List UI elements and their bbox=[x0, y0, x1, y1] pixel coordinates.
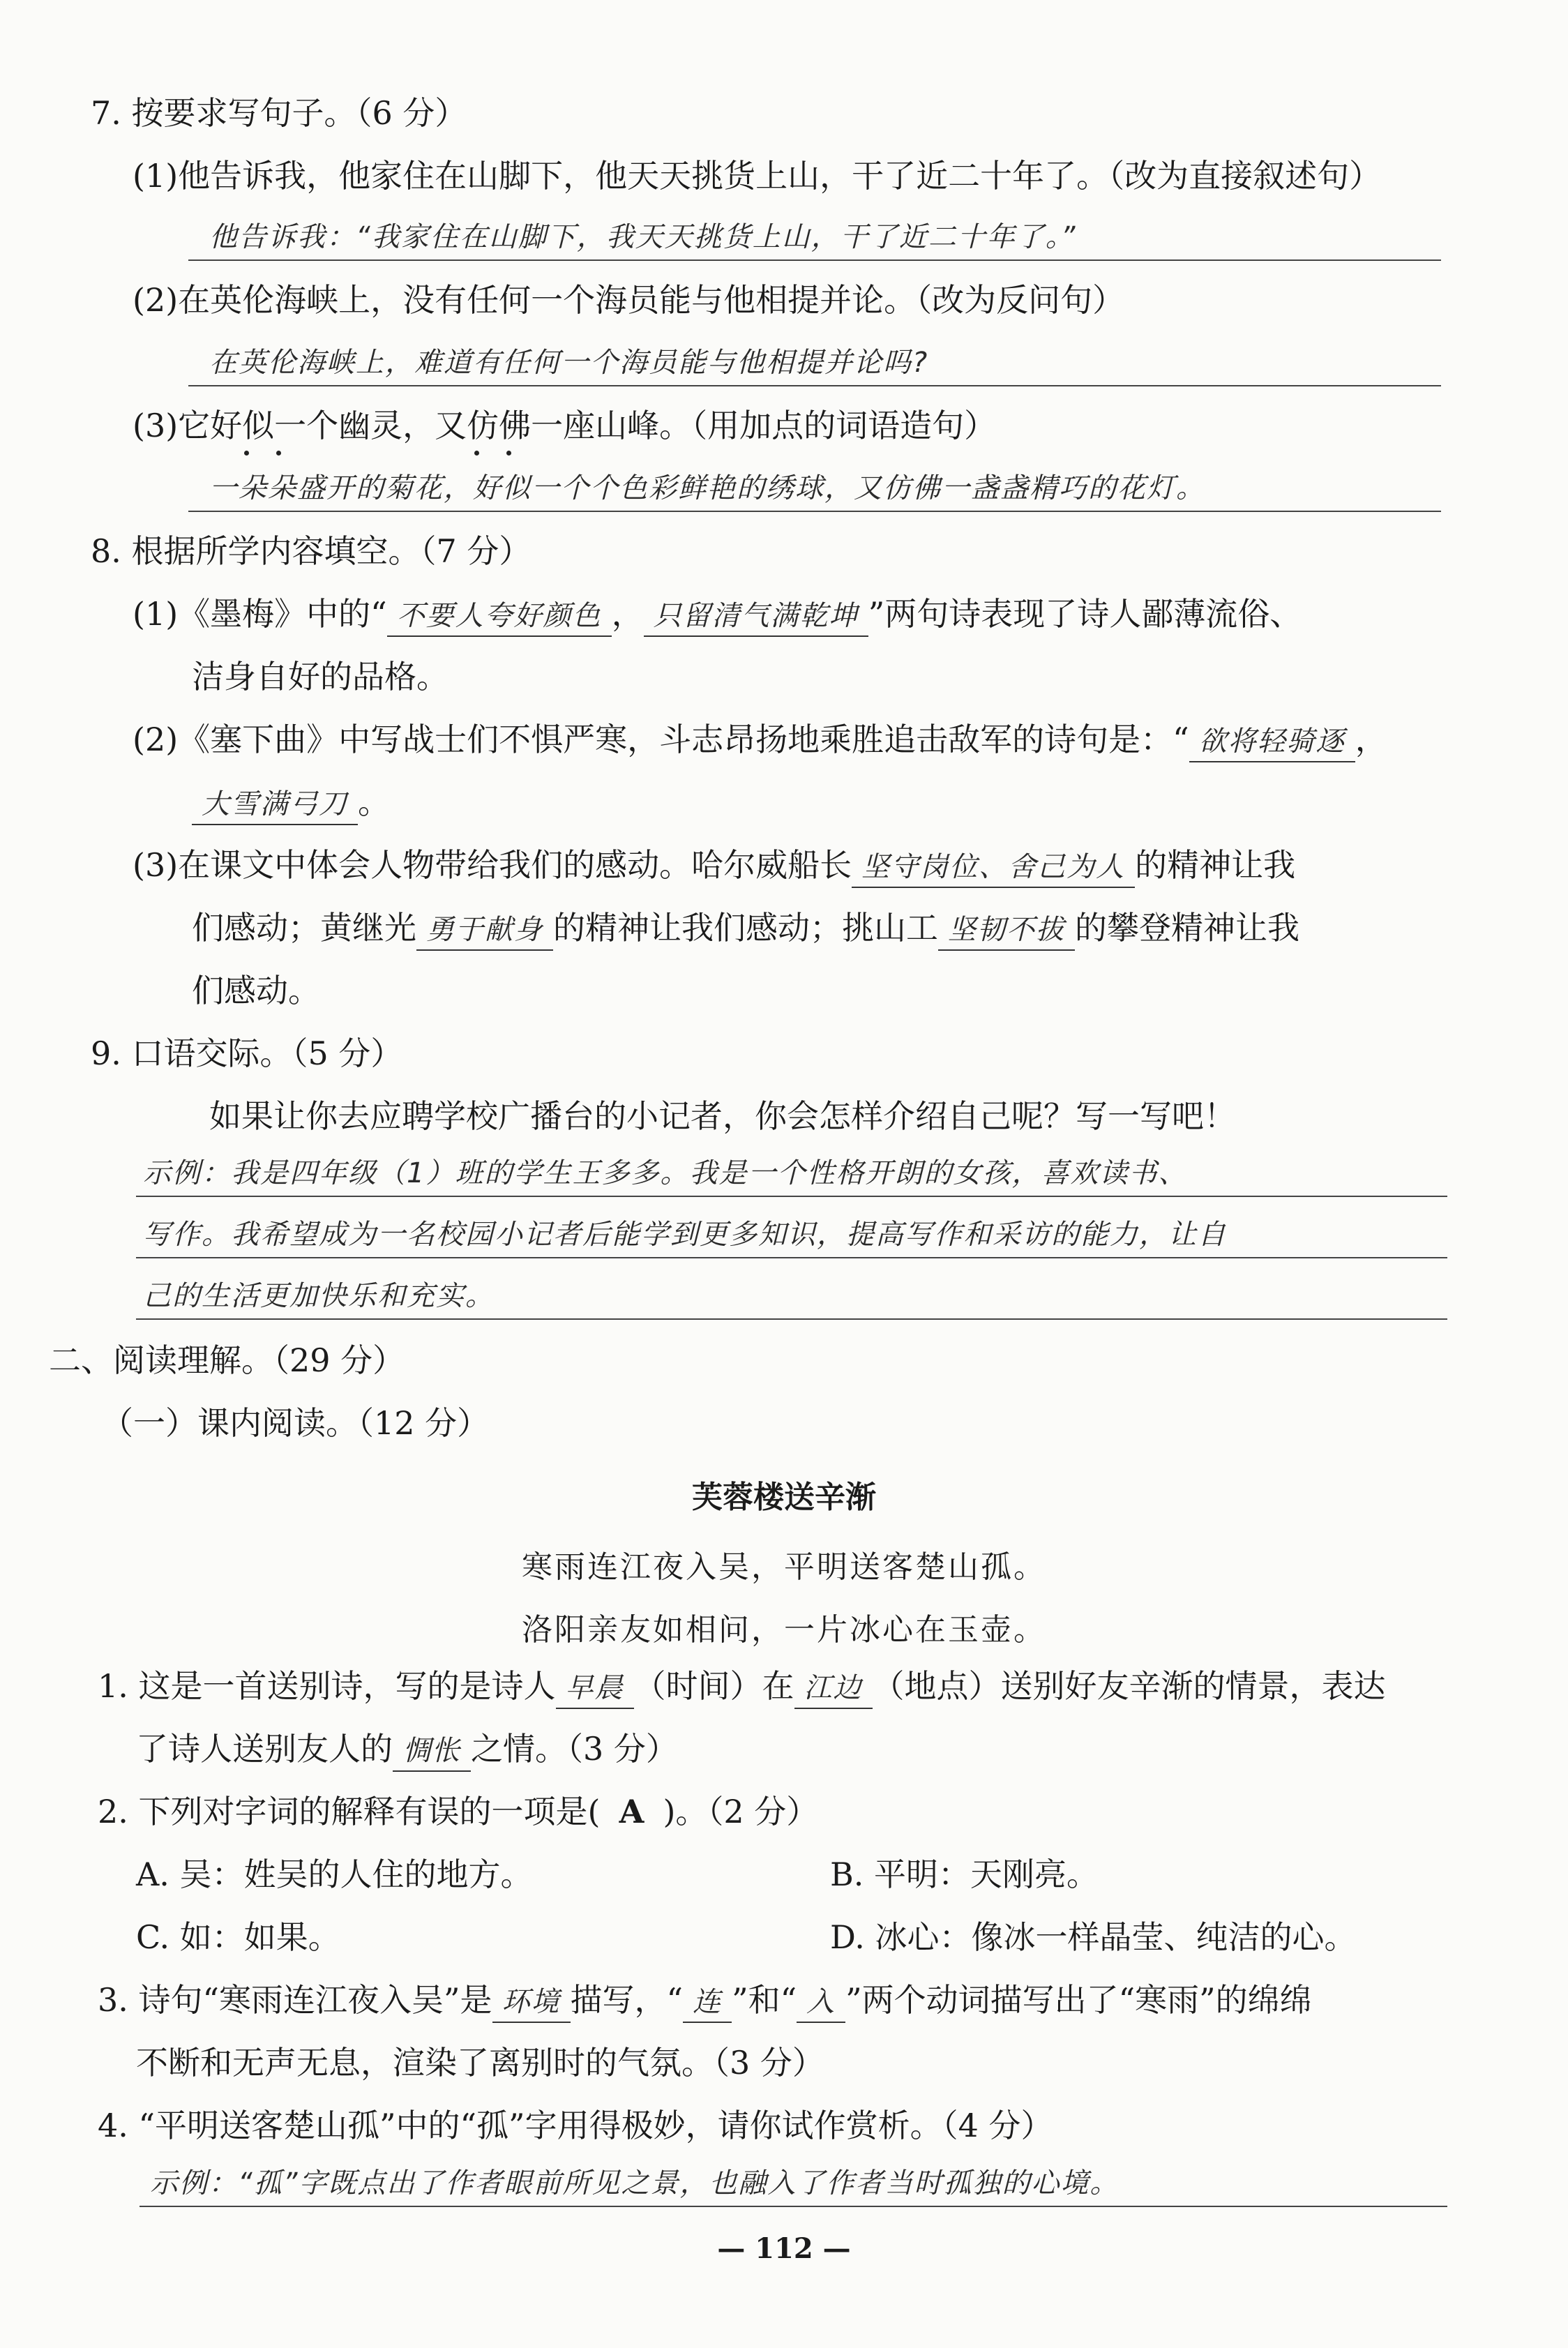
fill-blank: 环境 bbox=[492, 1980, 571, 2023]
q9-answer-line1: 示例：我是四年级（1）班的学生王多多。我是一个性格开朗的女孩，喜欢读书、 bbox=[143, 1157, 1188, 1189]
q8-s1-cont: 洁身自好的品格。 bbox=[192, 658, 448, 695]
r1: 1. 这是一首送别诗，写的是诗人 早晨 （时间）在 江边 （地点）送别好友辛渐的情景，表达 bbox=[98, 1664, 1386, 1709]
r2-option-d: D. 冰心：像冰一样晶莹、纯洁的心。 bbox=[830, 1918, 1357, 1956]
q8-s3-end: 们感动。 bbox=[192, 972, 320, 1009]
answer-line bbox=[140, 2206, 1447, 2207]
fill-blank: 连 bbox=[683, 1980, 732, 2023]
q9-prompt: 如果让你去应聘学校广播台的小记者，你会怎样介绍自己呢？写一写吧！ bbox=[209, 1097, 1236, 1135]
r4-title: 4. “平明送客楚山孤”中的“孤”字用得极妙，请你试作赏析。（4 分） bbox=[98, 2107, 1053, 2144]
fill-blank: 坚守岗位、舍己为人 bbox=[852, 845, 1135, 888]
q9-answer-line2: 写作。我希望成为一名校园小记者后能学到更多知识，提高写作和采访的能力，让自 bbox=[143, 1219, 1227, 1251]
fill-blank: 坚韧不拔 bbox=[938, 908, 1075, 951]
q7-s3-prompt: (3)它好似一个幽灵，又仿佛一座山峰。（用加点的词语造句） bbox=[133, 407, 997, 444]
q7-s1-answer: 他告诉我：“我家住在山脚下，我天天挑货上山，干了近二十年了。” bbox=[209, 221, 1077, 253]
q8-s2: (2)《塞下曲》中写战士们不惧严寒，斗志昂扬地乘胜追击敌军的诗句是：“ 欲将轻骑逐 ， bbox=[133, 717, 1387, 762]
answer-choice: A bbox=[619, 1793, 644, 1830]
section2-sub1: （一）课内阅读。（12 分） bbox=[101, 1404, 490, 1442]
section2-title: 二、阅读理解。（29 分） bbox=[49, 1341, 405, 1379]
fill-blank: 不要人夸好颜色 bbox=[387, 594, 612, 637]
dotted-word: 仿佛 bbox=[467, 407, 532, 444]
q8-s3-cont: 们感动；黄继光 勇于献身 的精神让我们感动；挑山工 坚韧不拔 的攀登精神让我 bbox=[192, 905, 1299, 951]
fill-blank: 勇于献身 bbox=[416, 908, 553, 951]
r4-answer: 示例：“孤”字既点出了作者眼前所见之景，也融入了作者当时孤独的心境。 bbox=[150, 2167, 1120, 2199]
answer-line bbox=[188, 259, 1441, 261]
q8-s1: (1)《墨梅》中的“ 不要人夸好颜色 ， 只留清气满乾坤 ”两句诗表现了诗人鄙薄流俗、 bbox=[133, 592, 1302, 637]
q8-title: 8. 根据所学内容填空。（7 分） bbox=[91, 532, 532, 570]
fill-blank: 惆怅 bbox=[393, 1729, 471, 1772]
r2-option-c: C. 如：如果。 bbox=[136, 1918, 340, 1956]
fill-blank: 早晨 bbox=[556, 1666, 634, 1709]
r1-cont: 了诗人送别友人的 惆怅 之情。（3 分） bbox=[136, 1726, 678, 1772]
r2: 2. 下列对字词的解释有误的一项是( A )。（2 分） bbox=[98, 1789, 818, 1834]
poem-title: 芙蓉楼送辛渐 bbox=[692, 1480, 876, 1515]
poem-line2: 洛阳亲友如相问，一片冰心在玉壶。 bbox=[522, 1612, 1046, 1648]
q7-title: 7. 按要求写句子。（6 分） bbox=[91, 94, 467, 132]
fill-blank: 江边 bbox=[794, 1666, 873, 1709]
q7-s1-prompt: (1)他告诉我，他家住在山脚下，他天天挑货上山，干了近二十年了。（改为直接叙述句） bbox=[133, 157, 1382, 195]
answer-line bbox=[188, 511, 1441, 512]
dotted-word: 好似 bbox=[210, 407, 275, 444]
r2-option-b: B. 平明：天刚亮。 bbox=[830, 1856, 1099, 1893]
q9-answer-line3: 己的生活更加快乐和充实。 bbox=[143, 1280, 495, 1312]
r3-cont: 不断和无声无息，渲染了离别时的气氛。（3 分） bbox=[136, 2044, 824, 2082]
q8-s2-cont: 大雪满弓刀 。 bbox=[192, 780, 390, 825]
fill-blank: 入 bbox=[797, 1980, 845, 2023]
answer-line bbox=[136, 1318, 1447, 1320]
fill-blank: 只留清气满乾坤 bbox=[644, 594, 868, 637]
answer-line bbox=[136, 1257, 1447, 1258]
r3: 3. 诗句“寒雨连江夜入吴”是 环境 描写，“ 连 ”和“ 入 ”两个动词描写出了“寒雨”的绵绵 bbox=[98, 1978, 1312, 2023]
fill-blank: 大雪满弓刀 bbox=[192, 783, 358, 825]
q8-s3: (3)在课文中体会人物带给我们的感动。哈尔威船长 坚守岗位、舍己为人 的精神让我 bbox=[133, 843, 1295, 888]
page-number: — 112 — bbox=[717, 2232, 851, 2265]
r2-option-a: A. 吴：姓吴的人住的地方。 bbox=[136, 1856, 533, 1893]
fill-blank: 欲将轻骑逐 bbox=[1189, 720, 1355, 762]
poem-line1: 寒雨连江夜入吴，平明送客楚山孤。 bbox=[522, 1549, 1046, 1585]
q9-title: 9. 口语交际。（5 分） bbox=[91, 1034, 403, 1072]
answer-line bbox=[136, 1196, 1447, 1197]
q7-s2-answer: 在英伦海峡上，难道有任何一个海员能与他相提并论吗? bbox=[209, 347, 929, 379]
answer-line bbox=[188, 385, 1441, 386]
q7-s2-prompt: (2)在英伦海峡上，没有任何一个海员能与他相提并论。（改为反问句） bbox=[133, 281, 1125, 319]
q7-s3-answer: 一朵朵盛开的菊花，好似一个个色彩鲜艳的绣球，又仿佛一盏盏精巧的花灯。 bbox=[209, 472, 1205, 504]
